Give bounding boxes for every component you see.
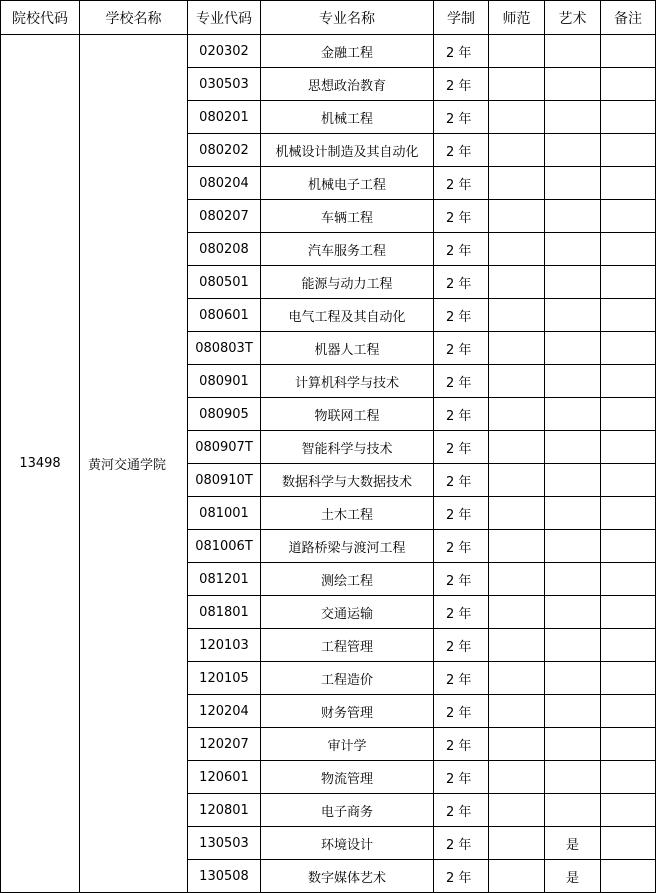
header-duration: 学制 — [434, 1, 489, 35]
header-note: 备注 — [601, 1, 656, 35]
normal-cell — [489, 431, 545, 464]
normal-cell — [489, 200, 545, 233]
normal-cell — [489, 398, 545, 431]
art-cell — [545, 596, 601, 629]
normal-cell — [489, 134, 545, 167]
normal-cell — [489, 167, 545, 200]
note-cell — [601, 596, 656, 629]
header-normal: 师范 — [489, 1, 545, 35]
major-code-cell: 130508 — [188, 860, 261, 893]
note-cell — [601, 299, 656, 332]
art-cell — [545, 629, 601, 662]
major-code-cell: 081201 — [188, 563, 261, 596]
major-code-cell: 120801 — [188, 794, 261, 827]
duration-cell: 2 年 — [434, 761, 489, 794]
duration-cell: 2 年 — [434, 200, 489, 233]
duration-cell: 2 年 — [434, 629, 489, 662]
header-row — [1, 1, 656, 35]
art-cell — [545, 365, 601, 398]
major-name-cell: 道路桥梁与渡河工程 — [261, 530, 434, 563]
duration-cell: 2 年 — [434, 167, 489, 200]
major-code-cell: 081006T — [188, 530, 261, 563]
major-name-cell: 数字媒体艺术 — [261, 860, 434, 893]
art-cell — [545, 266, 601, 299]
major-name-cell: 汽车服务工程 — [261, 233, 434, 266]
art-cell — [545, 167, 601, 200]
note-cell — [601, 200, 656, 233]
major-code-cell: 120207 — [188, 728, 261, 761]
major-name-cell: 机械设计制造及其自动化 — [261, 134, 434, 167]
note-cell — [601, 167, 656, 200]
normal-cell — [489, 365, 545, 398]
normal-cell — [489, 299, 545, 332]
major-name-cell: 计算机科学与技术 — [261, 365, 434, 398]
major-code-cell: 080202 — [188, 134, 261, 167]
normal-cell — [489, 68, 545, 101]
normal-cell — [489, 860, 545, 893]
major-name-cell: 数据科学与大数据技术 — [261, 464, 434, 497]
duration-cell: 2 年 — [434, 728, 489, 761]
duration-cell: 2 年 — [434, 464, 489, 497]
header-major-name: 专业名称 — [261, 1, 434, 35]
note-cell — [601, 794, 656, 827]
art-cell — [545, 134, 601, 167]
header-school-code: 院校代码 — [1, 1, 80, 35]
major-name-cell: 财务管理 — [261, 695, 434, 728]
major-code-cell: 020302 — [188, 35, 261, 68]
art-cell — [545, 299, 601, 332]
note-cell — [601, 761, 656, 794]
duration-cell: 2 年 — [434, 233, 489, 266]
art-cell — [545, 200, 601, 233]
major-name-cell: 能源与动力工程 — [261, 266, 434, 299]
duration-cell: 2 年 — [434, 563, 489, 596]
note-cell — [601, 134, 656, 167]
major-code-cell: 081001 — [188, 497, 261, 530]
note-cell — [601, 398, 656, 431]
major-name-cell: 金融工程 — [261, 35, 434, 68]
normal-cell — [489, 464, 545, 497]
art-cell — [545, 761, 601, 794]
note-cell — [601, 431, 656, 464]
major-code-cell: 080207 — [188, 200, 261, 233]
major-code-cell: 080201 — [188, 101, 261, 134]
major-name-cell: 机械电子工程 — [261, 167, 434, 200]
major-code-cell: 130503 — [188, 827, 261, 860]
major-code-cell: 080910T — [188, 464, 261, 497]
duration-cell: 2 年 — [434, 101, 489, 134]
major-code-cell: 081801 — [188, 596, 261, 629]
duration-cell: 2 年 — [434, 794, 489, 827]
normal-cell — [489, 662, 545, 695]
duration-cell: 2 年 — [434, 662, 489, 695]
note-cell — [601, 35, 656, 68]
major-name-cell: 思想政治教育 — [261, 68, 434, 101]
note-cell — [601, 860, 656, 893]
header-major-code: 专业代码 — [188, 1, 261, 35]
normal-cell — [489, 266, 545, 299]
art-cell — [545, 464, 601, 497]
note-cell — [601, 728, 656, 761]
duration-cell: 2 年 — [434, 497, 489, 530]
major-code-cell: 120601 — [188, 761, 261, 794]
major-name-cell: 智能科学与技术 — [261, 431, 434, 464]
art-cell — [545, 233, 601, 266]
school-code-cell: 13498 — [1, 35, 80, 893]
art-cell — [545, 332, 601, 365]
duration-cell: 2 年 — [434, 266, 489, 299]
note-cell — [601, 563, 656, 596]
note-cell — [601, 530, 656, 563]
duration-cell: 2 年 — [434, 134, 489, 167]
major-name-cell: 工程管理 — [261, 629, 434, 662]
duration-cell: 2 年 — [434, 365, 489, 398]
normal-cell — [489, 794, 545, 827]
duration-cell: 2 年 — [434, 695, 489, 728]
note-cell — [601, 629, 656, 662]
art-cell — [545, 794, 601, 827]
normal-cell — [489, 827, 545, 860]
note-cell — [601, 464, 656, 497]
major-code-cell: 080907T — [188, 431, 261, 464]
major-code-cell: 080601 — [188, 299, 261, 332]
major-name-cell: 物联网工程 — [261, 398, 434, 431]
normal-cell — [489, 497, 545, 530]
note-cell — [601, 266, 656, 299]
note-cell — [601, 497, 656, 530]
art-cell — [545, 68, 601, 101]
normal-cell — [489, 596, 545, 629]
major-code-cell: 080901 — [188, 365, 261, 398]
art-cell — [545, 530, 601, 563]
major-name-cell: 电子商务 — [261, 794, 434, 827]
art-cell — [545, 662, 601, 695]
note-cell — [601, 365, 656, 398]
duration-cell: 2 年 — [434, 299, 489, 332]
normal-cell — [489, 35, 545, 68]
art-cell: 是 — [545, 827, 601, 860]
major-code-cell: 080501 — [188, 266, 261, 299]
art-cell — [545, 563, 601, 596]
major-name-cell: 机械工程 — [261, 101, 434, 134]
note-cell — [601, 233, 656, 266]
major-name-cell: 物流管理 — [261, 761, 434, 794]
major-name-cell: 审计学 — [261, 728, 434, 761]
table-body — [1, 35, 656, 893]
duration-cell: 2 年 — [434, 332, 489, 365]
normal-cell — [489, 563, 545, 596]
note-cell — [601, 332, 656, 365]
major-name-cell: 土木工程 — [261, 497, 434, 530]
header-school-name: 学校名称 — [80, 1, 188, 35]
note-cell — [601, 101, 656, 134]
major-code-cell: 080803T — [188, 332, 261, 365]
duration-cell: 2 年 — [434, 35, 489, 68]
art-cell — [545, 431, 601, 464]
major-code-cell: 120105 — [188, 662, 261, 695]
normal-cell — [489, 332, 545, 365]
duration-cell: 2 年 — [434, 68, 489, 101]
major-name-cell: 车辆工程 — [261, 200, 434, 233]
major-name-cell: 交通运输 — [261, 596, 434, 629]
art-cell — [545, 728, 601, 761]
normal-cell — [489, 728, 545, 761]
major-code-cell: 080905 — [188, 398, 261, 431]
normal-cell — [489, 101, 545, 134]
table-row — [1, 35, 656, 68]
major-name-cell: 机器人工程 — [261, 332, 434, 365]
major-name-cell: 环境设计 — [261, 827, 434, 860]
duration-cell: 2 年 — [434, 860, 489, 893]
normal-cell — [489, 761, 545, 794]
normal-cell — [489, 629, 545, 662]
art-cell — [545, 497, 601, 530]
art-cell — [545, 695, 601, 728]
school-name-cell: 黄河交通学院 — [80, 35, 188, 893]
note-cell — [601, 68, 656, 101]
normal-cell — [489, 695, 545, 728]
major-code-cell: 080208 — [188, 233, 261, 266]
normal-cell — [489, 233, 545, 266]
art-cell — [545, 398, 601, 431]
major-code-cell: 080204 — [188, 167, 261, 200]
duration-cell: 2 年 — [434, 827, 489, 860]
duration-cell: 2 年 — [434, 596, 489, 629]
art-cell — [545, 35, 601, 68]
duration-cell: 2 年 — [434, 431, 489, 464]
note-cell — [601, 662, 656, 695]
duration-cell: 2 年 — [434, 530, 489, 563]
major-code-cell: 120103 — [188, 629, 261, 662]
major-code-cell: 120204 — [188, 695, 261, 728]
art-cell — [545, 101, 601, 134]
major-name-cell: 工程造价 — [261, 662, 434, 695]
normal-cell — [489, 530, 545, 563]
note-cell — [601, 695, 656, 728]
note-cell — [601, 827, 656, 860]
major-code-cell: 030503 — [188, 68, 261, 101]
duration-cell: 2 年 — [434, 398, 489, 431]
art-cell: 是 — [545, 860, 601, 893]
major-name-cell: 测绘工程 — [261, 563, 434, 596]
header-art: 艺术 — [545, 1, 601, 35]
major-name-cell: 电气工程及其自动化 — [261, 299, 434, 332]
